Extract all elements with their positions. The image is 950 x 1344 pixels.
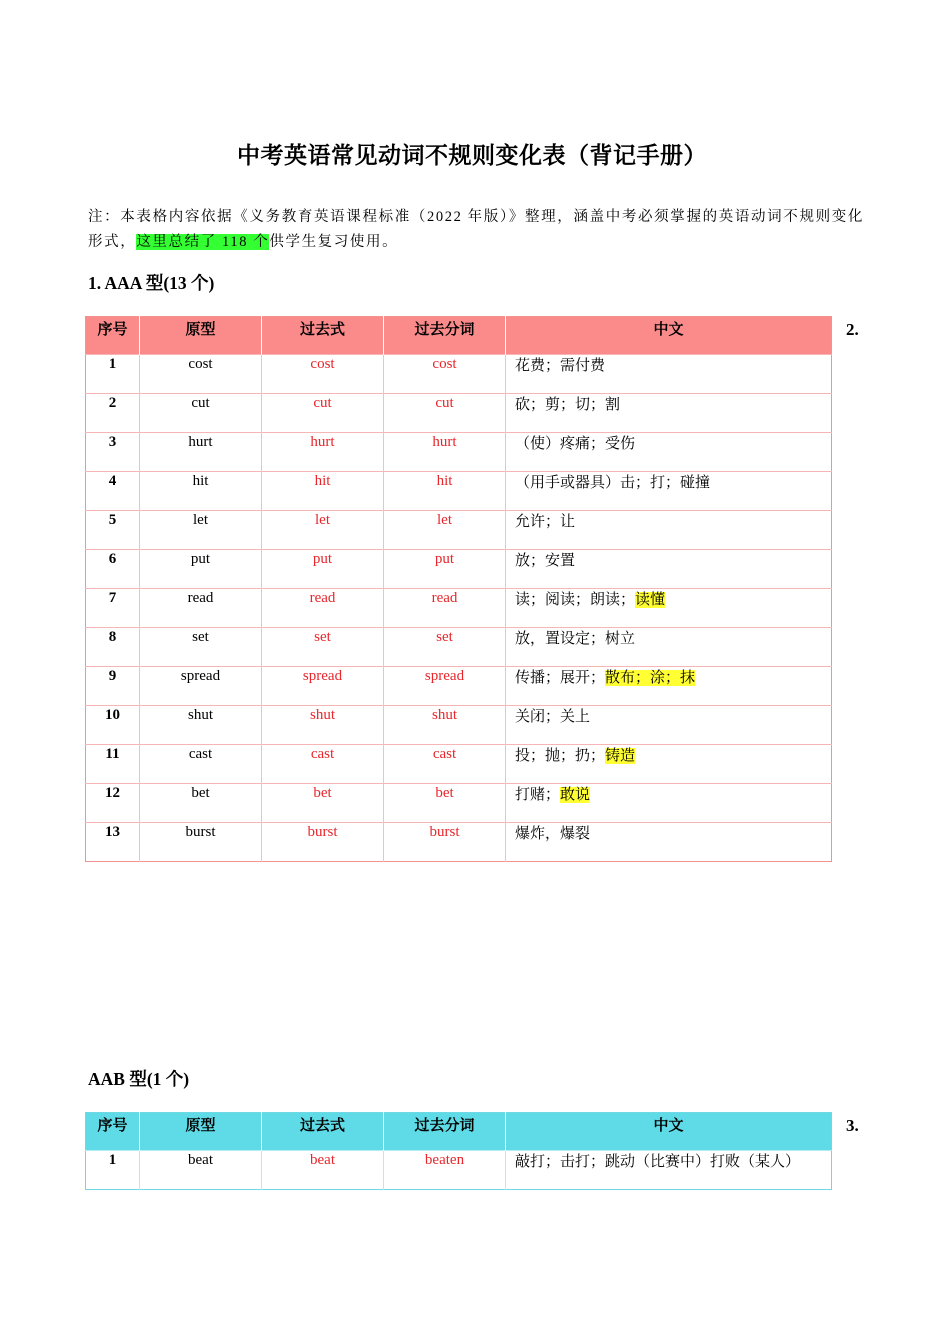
row-number: 5 xyxy=(86,511,140,550)
meaning-text: 传播；展开； xyxy=(515,670,606,686)
chinese-meaning xyxy=(506,433,832,472)
intro-note xyxy=(88,205,864,255)
aaa-table-body xyxy=(86,355,832,862)
past-tense: spread xyxy=(262,667,384,706)
past-participle: let xyxy=(384,511,506,550)
past-participle: shut xyxy=(384,706,506,745)
table-row xyxy=(86,589,832,628)
base-form: cut xyxy=(140,394,262,433)
meaning-highlight: 散布；涂；抹 xyxy=(605,670,696,686)
table-header-row xyxy=(86,1113,832,1151)
table-row xyxy=(86,706,832,745)
base-form: let xyxy=(140,511,262,550)
section-1-heading: 1. AAA 型(13 个) xyxy=(88,273,215,293)
row-number: 4 xyxy=(86,472,140,511)
base-form: read xyxy=(140,589,262,628)
meaning-text: 花费；需付费 xyxy=(515,358,606,374)
base-form: cast xyxy=(140,745,262,784)
header-past: 过去式 xyxy=(262,1113,384,1151)
row-number: 10 xyxy=(86,706,140,745)
chinese-meaning xyxy=(506,550,832,589)
past-participle: cost xyxy=(384,355,506,394)
table-row xyxy=(86,394,832,433)
header-past-participle: 过去分词 xyxy=(384,1113,506,1151)
chinese-meaning xyxy=(506,823,832,862)
meaning-text: （用手或器具）击；打；碰撞 xyxy=(515,475,711,491)
note-highlight: 这里总结了 118 个 xyxy=(136,234,270,250)
meaning-text: 投；抛；扔； xyxy=(515,748,606,764)
aab-verb-table xyxy=(85,1112,832,1190)
header-base: 原型 xyxy=(140,1113,262,1151)
table-row xyxy=(86,1151,832,1190)
base-form: beat xyxy=(140,1151,262,1190)
table-row xyxy=(86,472,832,511)
chinese-meaning xyxy=(506,589,832,628)
table-row xyxy=(86,823,832,862)
table-row xyxy=(86,745,832,784)
chinese-meaning xyxy=(506,784,832,823)
past-participle: cut xyxy=(384,394,506,433)
past-tense: put xyxy=(262,550,384,589)
aab-table-body xyxy=(86,1151,832,1190)
header-chinese: 中文 xyxy=(506,317,832,355)
meaning-text: 放，置设定；树立 xyxy=(515,631,636,647)
row-number: 1 xyxy=(86,1151,140,1190)
meaning-highlight: 铸造 xyxy=(605,748,636,764)
past-participle: spread xyxy=(384,667,506,706)
chinese-meaning xyxy=(506,706,832,745)
past-participle: burst xyxy=(384,823,506,862)
row-number: 3 xyxy=(86,433,140,472)
past-tense: shut xyxy=(262,706,384,745)
chinese-meaning xyxy=(506,745,832,784)
base-form: set xyxy=(140,628,262,667)
base-form: spread xyxy=(140,667,262,706)
row-number: 13 xyxy=(86,823,140,862)
table-row xyxy=(86,511,832,550)
meaning-text: 爆炸，爆裂 xyxy=(515,826,591,842)
header-no: 序号 xyxy=(97,1118,128,1134)
chinese-meaning xyxy=(506,394,832,433)
past-tense: cast xyxy=(262,745,384,784)
chinese-meaning xyxy=(506,511,832,550)
chinese-meaning xyxy=(506,355,832,394)
base-form: burst xyxy=(140,823,262,862)
past-tense: let xyxy=(262,511,384,550)
row-number: 11 xyxy=(86,745,140,784)
past-participle: bet xyxy=(384,784,506,823)
chinese-meaning xyxy=(506,472,832,511)
aaa-verb-table xyxy=(85,316,832,862)
note-text: 注：本表格内容依据《义务教育英语课程标准（2022 年版）》整理，涵盖中考必须掌握的英语动词不规则变化形式， xyxy=(88,209,864,250)
meaning-highlight: 敢说 xyxy=(560,787,591,803)
page-title: 中考英语常见动词不规则变化表（背记手册） xyxy=(237,143,707,168)
past-tense: hit xyxy=(262,472,384,511)
row-number: 2 xyxy=(86,394,140,433)
past-tense: set xyxy=(262,628,384,667)
meaning-text: 读；阅读；朗读； xyxy=(515,592,636,608)
meaning-text: 允许；让 xyxy=(515,514,576,530)
header-past-participle: 过去分词 xyxy=(384,317,506,355)
past-tense: bet xyxy=(262,784,384,823)
table-header-row xyxy=(86,317,832,355)
meaning-text: （使）疼痛；受伤 xyxy=(515,436,636,452)
base-form: hurt xyxy=(140,433,262,472)
past-participle: cast xyxy=(384,745,506,784)
header-past: 过去式 xyxy=(262,317,384,355)
past-tense: burst xyxy=(262,823,384,862)
section-2-number: 2. xyxy=(846,320,859,339)
row-number: 1 xyxy=(86,355,140,394)
header-base: 原型 xyxy=(140,317,262,355)
meaning-text: 砍；剪；切；割 xyxy=(515,397,621,413)
meaning-highlight: 读懂 xyxy=(635,592,666,608)
past-tense: cost xyxy=(262,355,384,394)
past-participle: put xyxy=(384,550,506,589)
row-number: 6 xyxy=(86,550,140,589)
meaning-text: 打赌； xyxy=(515,787,561,803)
base-form: put xyxy=(140,550,262,589)
chinese-meaning xyxy=(506,1151,832,1190)
past-participle: beaten xyxy=(384,1151,506,1190)
row-number: 12 xyxy=(86,784,140,823)
meaning-text: 关闭；关上 xyxy=(515,709,591,725)
table-row xyxy=(86,433,832,472)
past-tense: hurt xyxy=(262,433,384,472)
past-participle: set xyxy=(384,628,506,667)
meaning-text: 放；安置 xyxy=(515,553,576,569)
chinese-meaning xyxy=(506,628,832,667)
past-participle: hurt xyxy=(384,433,506,472)
base-form: hit xyxy=(140,472,262,511)
meaning-text: 敲打；击打；跳动（比赛中）打败（某人） xyxy=(515,1154,801,1170)
past-participle: read xyxy=(384,589,506,628)
row-number: 9 xyxy=(86,667,140,706)
header-no: 序号 xyxy=(97,322,128,338)
base-form: cost xyxy=(140,355,262,394)
table-row xyxy=(86,628,832,667)
chinese-meaning xyxy=(506,667,832,706)
past-tense: read xyxy=(262,589,384,628)
table-row xyxy=(86,550,832,589)
table-row xyxy=(86,667,832,706)
row-number: 8 xyxy=(86,628,140,667)
table-row xyxy=(86,355,832,394)
past-participle: hit xyxy=(384,472,506,511)
row-number: 7 xyxy=(86,589,140,628)
past-tense: beat xyxy=(262,1151,384,1190)
section-2-heading: AAB 型(1 个) xyxy=(88,1069,190,1089)
section-3-number: 3. xyxy=(846,1116,859,1135)
header-chinese: 中文 xyxy=(506,1113,832,1151)
base-form: shut xyxy=(140,706,262,745)
base-form: bet xyxy=(140,784,262,823)
past-tense: cut xyxy=(262,394,384,433)
table-row xyxy=(86,784,832,823)
note-text-end: 供学生复习使用。 xyxy=(269,234,399,250)
